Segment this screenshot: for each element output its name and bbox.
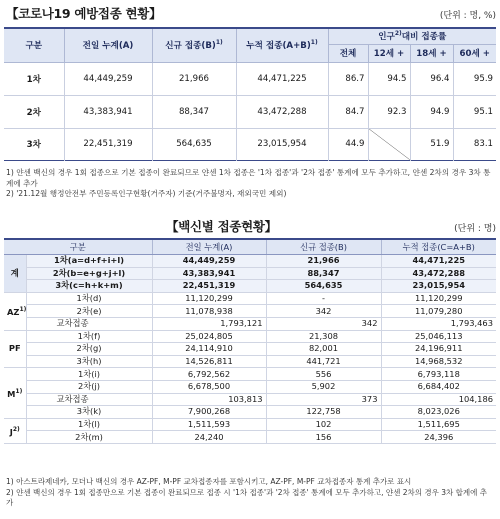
cell-cum: 11,120,299 <box>381 292 496 305</box>
cell-new: 122,758 <box>266 406 381 419</box>
header-prev-cumulative: 전일 누계(A) <box>152 239 266 255</box>
cell-prev: 44,449,259 <box>152 255 266 268</box>
table-row <box>4 406 496 419</box>
cell-cum: 44,471,225 <box>381 255 496 268</box>
cell-cum: 104,186 <box>381 393 496 406</box>
table-row <box>4 393 496 406</box>
cell-prev: 44,449,259 <box>64 62 152 95</box>
row-label: 3차(h) <box>26 355 152 368</box>
table-row <box>4 305 496 318</box>
cell-prev: 6,678,500 <box>152 380 266 393</box>
cell-cum: 6,793,118 <box>381 368 496 381</box>
note: 2) 얀센 백신의 경우 1회 접종만으로 기본 접종이 완료되므로 접종 시 '1차 접종'과 '2차 접종' 통계에 모두 추가하고, 얀센 2차의 경우 3차 합계에 추가 <box>6 487 488 507</box>
table-row <box>4 62 496 95</box>
table-row <box>4 280 496 293</box>
cell-cum: 1,793,463 <box>381 317 496 330</box>
cell-new: 82,001 <box>266 343 381 356</box>
header-age12: 12세 + <box>368 44 410 62</box>
header-prev-cumulative: 전일 누계(A) <box>64 28 152 62</box>
cell-prev: 22,451,319 <box>64 128 152 160</box>
section1-notes <box>6 168 494 200</box>
cell-cum: 11,079,280 <box>381 305 496 318</box>
cell-prev: 22,451,319 <box>152 280 266 293</box>
row-label: 2차 <box>4 95 64 128</box>
header-cumulative-footnote: 1) <box>310 39 318 47</box>
cell-prev: 1,793,121 <box>152 317 266 330</box>
cell-new: 564,635 <box>266 280 381 293</box>
group-j-label: J <box>9 426 13 437</box>
row-label-cross: 교차접종 <box>26 393 152 406</box>
section2-title: 【백신별 접종현황】 <box>166 219 277 234</box>
header-age18: 18세 + <box>410 44 453 62</box>
cell-new: 21,966 <box>266 255 381 268</box>
cell-cum: 23,015,954 <box>381 280 496 293</box>
cell-cum: 8,023,026 <box>381 406 496 419</box>
section2-unit: (단위 : 명) <box>454 224 496 234</box>
cell-prev: 6,792,562 <box>152 368 266 381</box>
cell-prev: 11,078,938 <box>152 305 266 318</box>
cell-new: 5,902 <box>266 380 381 393</box>
row-label: 1차(d) <box>26 292 152 305</box>
row-label: 1차(a=d+f+i+l) <box>26 255 152 268</box>
cell-prev: 24,114,910 <box>152 343 266 356</box>
row-label: 2차(j) <box>26 380 152 393</box>
header-pop-ratio-label: 인구 <box>378 32 395 43</box>
cell-new: 564,635 <box>152 128 236 160</box>
header-pop-ratio <box>328 28 496 44</box>
group-total: 계 <box>4 255 26 293</box>
table-row <box>4 128 496 160</box>
cell-new: 556 <box>266 368 381 381</box>
table-row <box>4 267 496 280</box>
section2-notes <box>6 477 494 509</box>
cell-cum: 24,396 <box>381 431 496 444</box>
row-label: 3차 <box>4 128 64 160</box>
cell-all: 86.7 <box>328 62 368 95</box>
cell-prev: 43,383,941 <box>152 267 266 280</box>
note: 1) 얀센 백신의 경우 1회 접종으로 기본 접종이 완료되므로 얀센 1차 접종은 '1차 접종'과 '2차 접종' 통계에 모두 추가하고, 얀센 2차의 경우 3차 통계에 추가 <box>6 168 491 188</box>
section1-unit: (단위 : 명, %) <box>439 11 496 21</box>
cell-age18: 51.9 <box>410 128 453 160</box>
table-row <box>4 418 496 431</box>
cell-cum: 23,015,954 <box>236 128 328 160</box>
cell-age60: 83.1 <box>473 139 494 149</box>
cell-cum: 6,684,402 <box>381 380 496 393</box>
header-new-footnote: 1) <box>215 39 223 47</box>
table-row <box>4 431 496 444</box>
vaccination-status-table <box>4 27 496 161</box>
header-cumulative <box>236 28 328 62</box>
row-label: 3차(c=h+k+m) <box>26 280 152 293</box>
vaccine-type-table <box>4 238 496 444</box>
row-label: 2차(g) <box>26 343 152 356</box>
cell-new: 102 <box>266 418 381 431</box>
header-new-label: 신규 접종(B) <box>165 41 216 52</box>
table-row <box>4 343 496 356</box>
table-row <box>4 330 496 343</box>
cell-prev: 103,813 <box>152 393 266 406</box>
group-m <box>4 368 26 418</box>
table-row <box>4 317 496 330</box>
cell-age12-empty <box>368 128 410 160</box>
group-j-footnote: 2) <box>12 425 20 433</box>
header-pop-ratio-rest: 대비 접종률 <box>401 32 447 43</box>
row-label: 2차(e) <box>26 305 152 318</box>
header-new <box>152 28 236 62</box>
group-m-label: M <box>7 388 16 399</box>
cell-prev: 14,526,811 <box>152 355 266 368</box>
cell-all: 84.7 <box>328 95 368 128</box>
cell-age60: 95.9 <box>453 62 496 95</box>
cell-cum: 1,511,695 <box>381 418 496 431</box>
table-row <box>4 292 496 305</box>
table-row <box>4 368 496 381</box>
group-m-footnote: 1) <box>15 388 23 396</box>
cell-prev: 24,240 <box>152 431 266 444</box>
cell-new: 156 <box>266 431 381 444</box>
header-age60: 60세 + <box>453 44 496 62</box>
cell-age12: 92.3 <box>368 95 410 128</box>
row-label-cross: 교차접종 <box>26 317 152 330</box>
cell-new: 441,721 <box>266 355 381 368</box>
group-az <box>4 292 26 330</box>
table-row <box>4 255 496 268</box>
cell-new: 21,308 <box>266 330 381 343</box>
cell-new: 88,347 <box>266 267 381 280</box>
section1-title: 【코로나19 예방접종 현황】 <box>6 6 162 21</box>
cell-age18: 96.4 <box>410 62 453 95</box>
header-new: 신규 접종(B) <box>266 239 381 255</box>
cell-prev: 11,120,299 <box>152 292 266 305</box>
header-pop-ratio-footnote: 2) <box>394 30 402 38</box>
cell-cum: 25,046,113 <box>381 330 496 343</box>
cell-cum: 14,968,532 <box>381 355 496 368</box>
cell-prev: 1,511,593 <box>152 418 266 431</box>
cell-new: 342 <box>266 317 381 330</box>
row-label: 2차(m) <box>26 431 152 444</box>
header-all: 전체 <box>328 44 368 62</box>
cell-new: 373 <box>266 393 381 406</box>
cell-new: - <box>266 292 381 305</box>
cell-age60: 95.1 <box>453 95 496 128</box>
row-label: 1차(f) <box>26 330 152 343</box>
header-cumulative-label: 누적 접종(A+B) <box>246 41 311 52</box>
note: 1) 아스트라제네카, 모더나 백신의 경우 AZ-PF, M-PF 교차접종자를 포함시키고, AZ-PF, M-PF 교차접종자 통계 추가로 표시 <box>6 477 412 486</box>
cell-age18: 94.9 <box>410 95 453 128</box>
cell-age12: 94.5 <box>368 62 410 95</box>
group-j <box>4 418 26 443</box>
row-label: 1차(i) <box>26 368 152 381</box>
row-label: 2차(b=e+g+j+l) <box>26 267 152 280</box>
cell-cum: 44,471,225 <box>236 62 328 95</box>
header-category: 구분 <box>4 239 152 255</box>
group-az-label: AZ <box>7 307 20 318</box>
row-label: 1차 <box>4 62 64 95</box>
row-label: 1차(l) <box>26 418 152 431</box>
cell-cum: 43,472,288 <box>381 267 496 280</box>
header-cumulative: 누적 접종(C=A+B) <box>381 239 496 255</box>
table-row <box>4 355 496 368</box>
group-pf: PF <box>4 330 26 368</box>
table-row <box>4 95 496 128</box>
cell-new: 88,347 <box>152 95 236 128</box>
cell-cum: 43,472,288 <box>236 95 328 128</box>
cell-prev: 7,900,268 <box>152 406 266 419</box>
cell-cum: 24,196,911 <box>381 343 496 356</box>
cell-new: 21,966 <box>152 62 236 95</box>
table-row <box>4 380 496 393</box>
cell-new: 342 <box>266 305 381 318</box>
group-az-footnote: 1) <box>19 306 27 314</box>
cell-prev: 25,024,805 <box>152 330 266 343</box>
cell-prev: 43,383,941 <box>64 95 152 128</box>
header-category: 구분 <box>4 28 64 62</box>
cell-all: 44.9 <box>328 128 368 160</box>
row-label: 3차(k) <box>26 406 152 419</box>
note: 2) '21.12월 행정안전부 주민등록인구현황(거주자) 기준(거주불명자, 재외국민 제외) <box>6 189 287 198</box>
